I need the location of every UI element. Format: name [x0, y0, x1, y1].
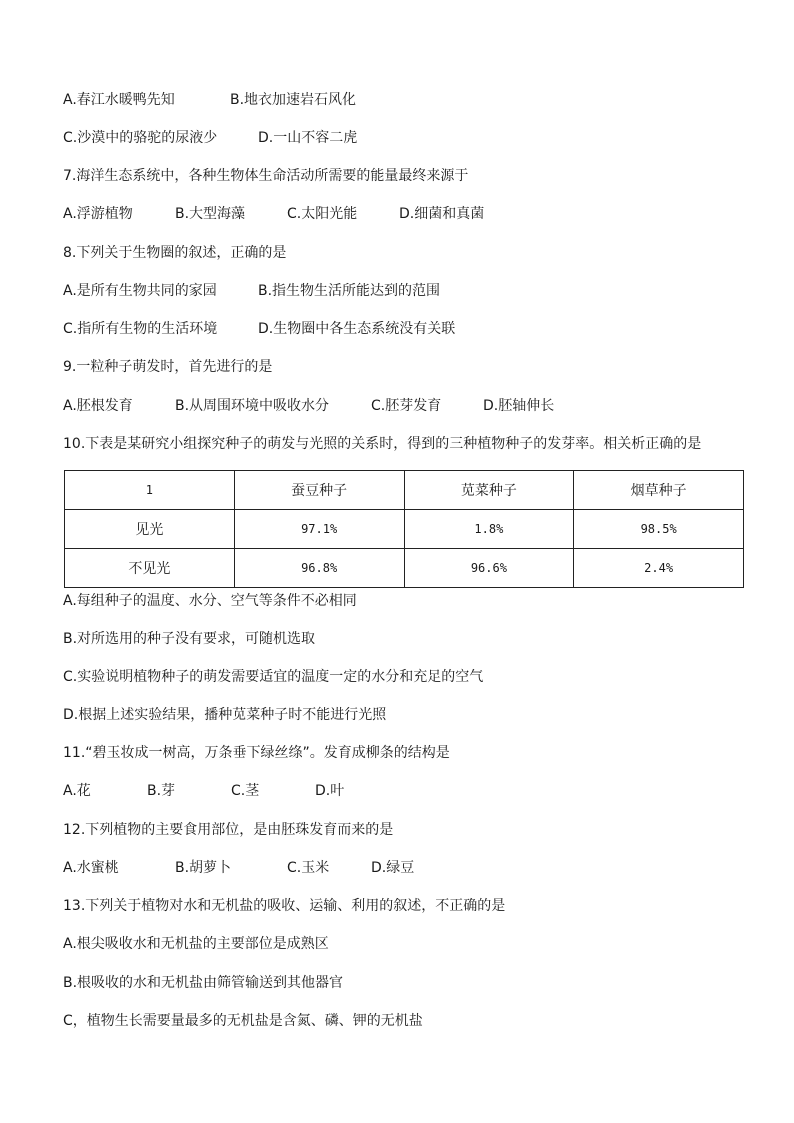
table-cell: 98.5% — [574, 510, 744, 549]
table-header-cell: 1 — [65, 471, 235, 510]
q10-stem: 10.下表是某研究小组探究种子的萌发与光照的关系时，得到的三种植物种子的发芽率。相关析正确的是 — [63, 436, 702, 452]
q8-option-c: C.指所有生物的生活环境 — [63, 321, 218, 337]
q8-option-a: A.是所有生物共同的家园 — [63, 283, 217, 299]
q9-option-d: D.胚轴伸长 — [483, 398, 555, 414]
q10-option-c: C.实验说明植物种子的萌发需要适宜的温度一定的水分和充足的空气 — [63, 669, 484, 685]
q12-option-c: C.玉米 — [287, 860, 330, 876]
table-cell: 97.1% — [234, 510, 404, 549]
q7-option-d: D.细菌和真菌 — [399, 206, 485, 222]
q13-option-c: C，植物生长需要量最多的无机盐是含氮、磷、钾的无机盐 — [63, 1013, 423, 1029]
table-header-cell: 烟草种子 — [574, 471, 744, 510]
germination-table — [64, 470, 744, 588]
table-cell: 不见光 — [65, 549, 235, 588]
q7-option-b: B.大型海藻 — [175, 206, 246, 222]
q10-option-d: D.根据上述实验结果，播种苋菜种子时不能进行光照 — [63, 707, 387, 723]
q12-option-d: D.绿豆 — [371, 860, 415, 876]
q6-option-b: B.地衣加速岩石风化 — [230, 92, 357, 108]
q6-option-c: C.沙漠中的骆驼的尿液少 — [63, 130, 218, 146]
q11-option-b: B.芽 — [147, 783, 176, 799]
table-header-cell: 蚕豆种子 — [234, 471, 404, 510]
q10-option-a: A.每组种子的温度、水分、空气等条件不必相同 — [63, 593, 357, 609]
q9-stem: 9.一粒种子萌发时，首先进行的是 — [63, 359, 273, 375]
q9-option-a: A.胚根发育 — [63, 398, 133, 414]
table-row — [65, 549, 744, 588]
q9-option-b: B.从周围环境中吸收水分 — [175, 398, 330, 414]
q7-stem: 7.海洋生态系统中，各种生物体生命活动所需要的能量最终来源于 — [63, 168, 469, 184]
q8-option-b: B.指生物生活所能达到的范围 — [258, 283, 441, 299]
q11-option-d: D.叶 — [315, 783, 345, 799]
q6-option-d: D.一山不容二虎 — [258, 130, 358, 146]
q13-option-b: B.根吸收的水和无机盐由筛管输送到其他器官 — [63, 975, 344, 991]
q13-option-a: A.根尖吸收水和无机盐的主要部位是成熟区 — [63, 936, 329, 952]
q12-option-a: A.水蜜桃 — [63, 860, 119, 876]
q9-option-c: C.胚芽发育 — [371, 398, 442, 414]
table-row — [65, 510, 744, 549]
q7-option-c: C.太阳光能 — [287, 206, 358, 222]
q8-stem: 8.下列关于生物圈的叙述，正确的是 — [63, 245, 287, 261]
q8-option-d: D.生物圈中各生态系统没有关联 — [258, 321, 456, 337]
table-cell: 1.8% — [404, 510, 574, 549]
table-cell: 见光 — [65, 510, 235, 549]
table-header-row — [65, 471, 744, 510]
q12-option-b: B.胡萝卜 — [175, 860, 232, 876]
table-cell: 2.4% — [574, 549, 744, 588]
q10-option-b: B.对所选用的种子没有要求，可随机选取 — [63, 631, 316, 647]
table-cell: 96.8% — [234, 549, 404, 588]
q11-stem: 11.“碧玉妆成一树高，万条垂下绿丝绦”。发育成柳条的结构是 — [63, 745, 450, 761]
q13-stem: 13.下列关于植物对水和无机盐的吸收、运输、利用的叙述，不正确的是 — [63, 898, 506, 914]
table-header-cell: 苋菜种子 — [404, 471, 574, 510]
q12-stem: 12.下列植物的主要食用部位，是由胚珠发育而来的是 — [63, 822, 394, 838]
table-cell: 96.6% — [404, 549, 574, 588]
q11-option-a: A.花 — [63, 783, 91, 799]
q11-option-c: C.茎 — [231, 783, 260, 799]
q7-option-a: A.浮游植物 — [63, 206, 133, 222]
q6-option-a: A.春江水暖鸭先知 — [63, 92, 175, 108]
